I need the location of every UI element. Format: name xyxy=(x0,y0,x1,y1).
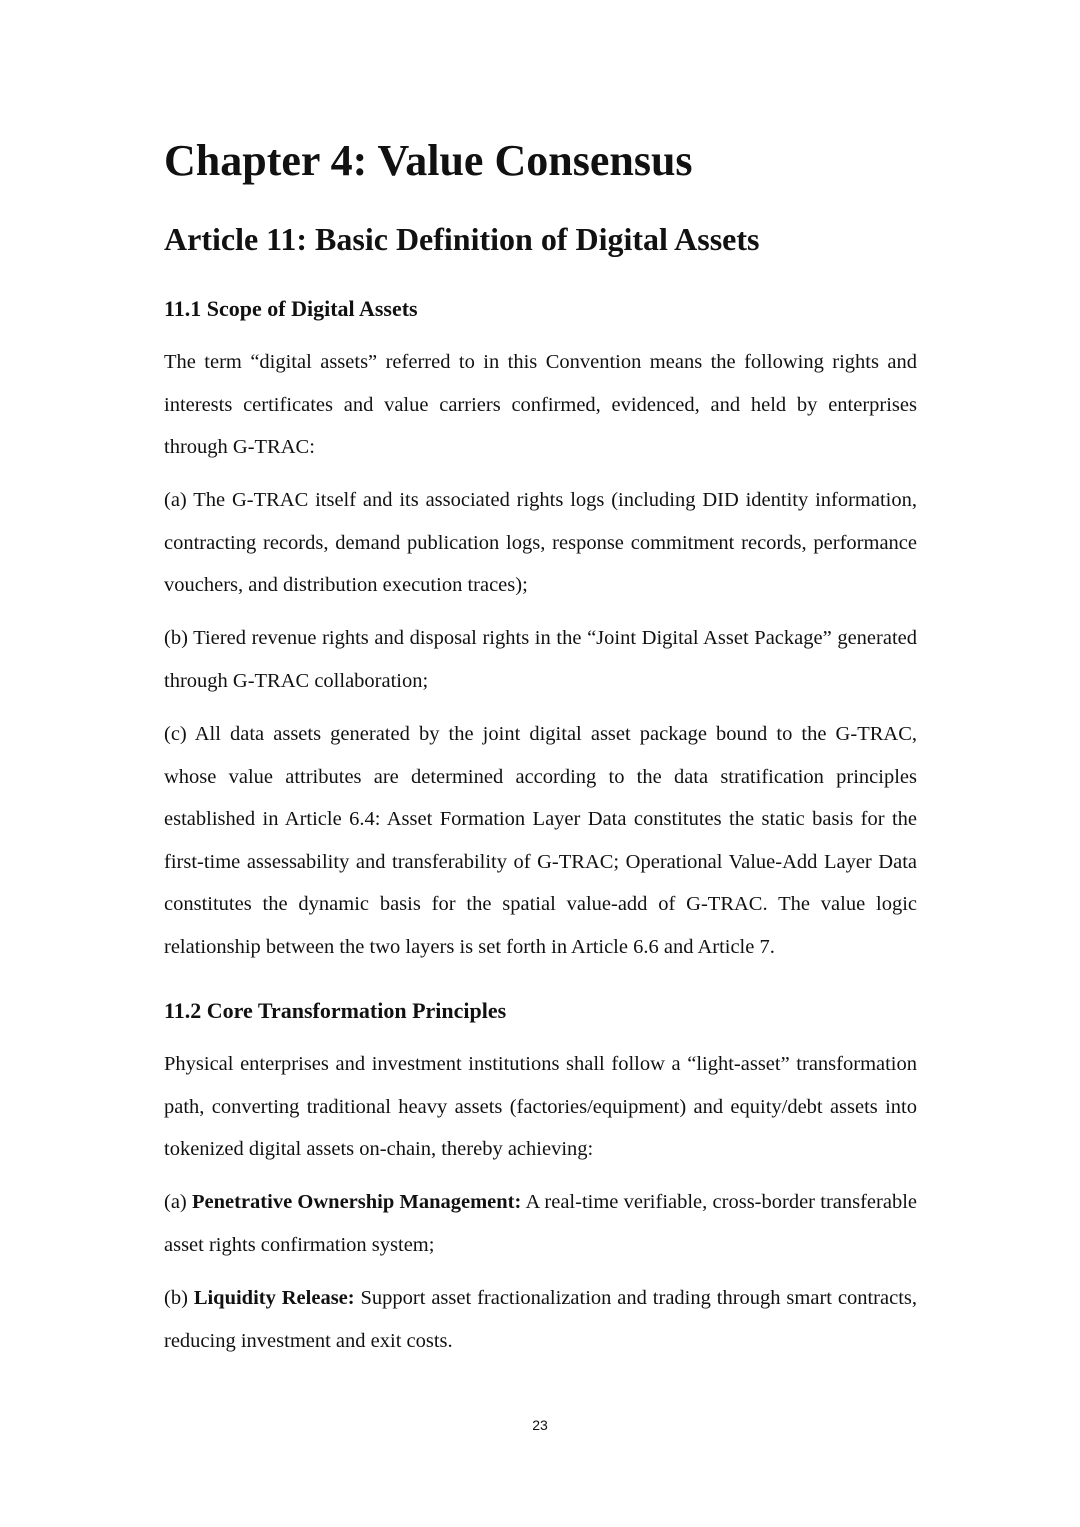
item-b-term: Liquidity Release: xyxy=(193,1287,355,1309)
section-11-2-item-a xyxy=(164,1181,917,1266)
section-11-2-intro: Physical enterprises and investment institutions shall follow a “light-asset” transformation path, converting traditional heavy assets (factories/equipment) and equity/debt assets into tokenized digital assets on-chain, thereby achieving: xyxy=(164,1053,917,1160)
section-11-1-item-c: (c) All data assets generated by the joint digital asset package bound to the G-TRAC, whose value attributes are determined according to the data stratification principles established in Article 6.4: Asset Formation Layer Data constitutes the static basis for the first-time assessability and transferability of G-TRAC; Operational Value-Add Layer Data constitutes the dynamic basis for the spatial value-add of G-TRAC. The value logic relationship between the two layers is set forth in Article 6.6 and Article 7. xyxy=(164,723,917,958)
section-11-2-item-b xyxy=(164,1277,917,1362)
section-heading-11-2: 11.2 Core Transformation Principles xyxy=(164,998,507,1023)
section-heading-11-1: 11.1 Scope of Digital Assets xyxy=(164,296,418,321)
section-11-1-item-b: (b) Tiered revenue rights and disposal rights in the “Joint Digital Asset Package” generated through G-TRAC collaboration; xyxy=(164,627,917,692)
item-a-text: A real-time verifiable, cross-border transferable asset rights confirmation system; xyxy=(164,1191,917,1256)
page-number: 23 xyxy=(532,1417,548,1433)
item-b-text: Support asset fractionalization and trading through smart contracts, reducing investment and exit costs. xyxy=(164,1287,917,1352)
item-a-term: Penetrative Ownership Management: xyxy=(192,1191,522,1213)
item-a-prefix: (a) xyxy=(164,1191,187,1213)
chapter-title: Chapter 4: Value Consensus xyxy=(164,136,693,185)
article-title: Article 11: Basic Definition of Digital Assets xyxy=(164,221,760,257)
section-11-1-intro: The term “digital assets” referred to in this Convention means the following rights and interests certificates and value carriers confirmed, evidenced, and held by enterprises through G-TRAC: xyxy=(164,351,917,458)
item-b-prefix: (b) xyxy=(164,1287,188,1309)
section-11-1-item-a: (a) The G-TRAC itself and its associated rights logs (including DID identity information, contracting records, demand publication logs, response commitment records, performance vouchers, and distribution execution traces); xyxy=(164,489,917,596)
